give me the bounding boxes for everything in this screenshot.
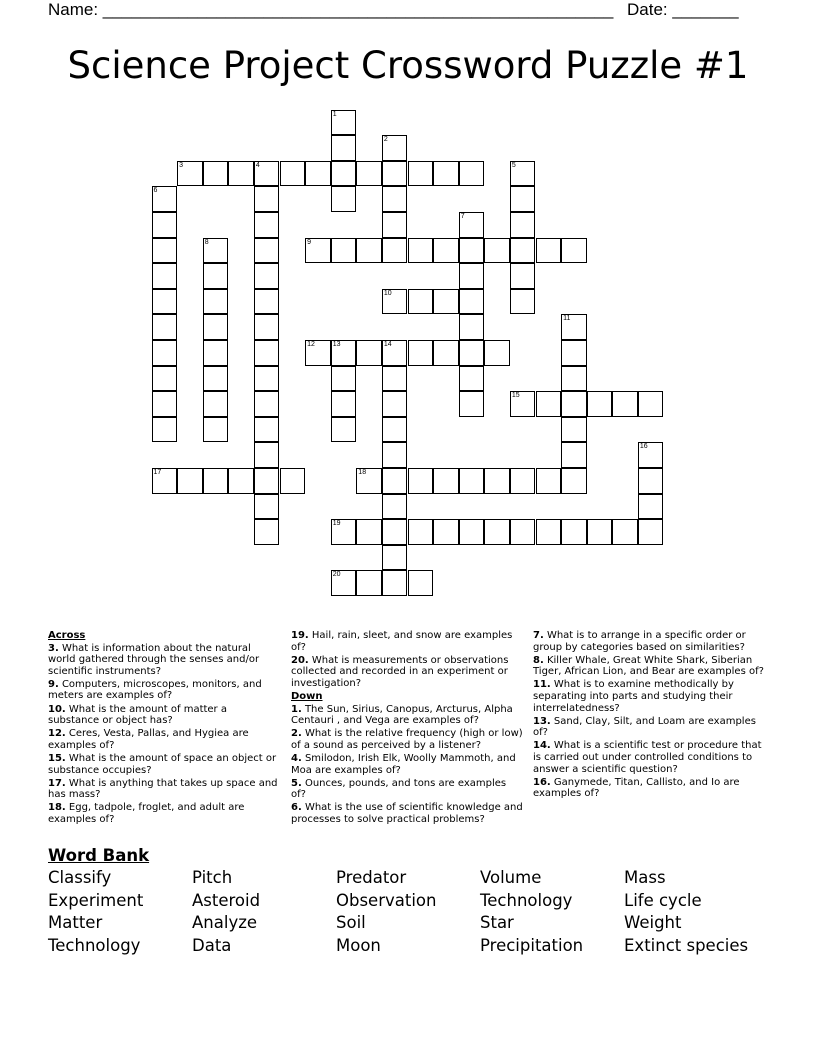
grid-cell[interactable] bbox=[356, 161, 382, 187]
grid-cell[interactable] bbox=[331, 366, 357, 392]
word-bank-word: Star bbox=[480, 913, 514, 933]
grid-cell[interactable] bbox=[510, 519, 536, 545]
clue-down-7: 7. What is to arrange in a specific order or group by categories based on similarities? bbox=[533, 630, 746, 653]
word-bank-word: Observation bbox=[336, 890, 437, 910]
grid-cell[interactable] bbox=[408, 161, 434, 187]
grid-cell[interactable] bbox=[510, 391, 536, 417]
grid-cell[interactable] bbox=[382, 212, 408, 238]
grid-cell[interactable] bbox=[305, 340, 331, 366]
clue-across-15: 15. What is the amount of space an object or substance occupies? bbox=[48, 752, 277, 776]
grid-cell[interactable] bbox=[612, 519, 638, 545]
grid-cell[interactable] bbox=[459, 391, 485, 417]
grid-cell[interactable] bbox=[203, 417, 229, 443]
word-bank-word: Matter bbox=[48, 913, 103, 933]
grid-cell[interactable] bbox=[254, 417, 280, 443]
page-title: Science Project Crossword Puzzle #1 bbox=[67, 44, 749, 87]
grid-number: 9 bbox=[307, 238, 311, 246]
grid-cell[interactable] bbox=[433, 238, 459, 264]
grid-cell[interactable] bbox=[536, 391, 562, 417]
grid-cell[interactable] bbox=[484, 468, 510, 494]
word-bank-column-3 bbox=[336, 867, 436, 958]
word-bank-word: Weight bbox=[624, 913, 682, 933]
grid-cell[interactable] bbox=[331, 570, 357, 596]
clue-across-18: 18. Egg, tadpole, froglet, and adult are examples of? bbox=[48, 802, 245, 825]
grid-cell[interactable] bbox=[587, 519, 613, 545]
grid-cell[interactable] bbox=[254, 468, 280, 494]
word-bank-word: Soil bbox=[336, 913, 366, 933]
grid-cell[interactable] bbox=[382, 161, 408, 187]
grid-cell[interactable] bbox=[459, 340, 485, 366]
clues-column-1 bbox=[48, 630, 280, 827]
grid-cell[interactable] bbox=[433, 289, 459, 315]
grid-cell[interactable] bbox=[382, 545, 408, 571]
grid-cell[interactable] bbox=[254, 238, 280, 264]
grid-cell[interactable] bbox=[510, 263, 536, 289]
grid-number: 10 bbox=[383, 289, 392, 297]
grid-cell[interactable] bbox=[331, 135, 357, 161]
grid-number: 7 bbox=[460, 213, 465, 220]
grid-cell[interactable] bbox=[228, 468, 254, 494]
grid-cell[interactable] bbox=[305, 161, 331, 187]
grid-cell[interactable] bbox=[203, 263, 229, 289]
clue-across-20: 20. What is measurements or observations collected and recorded in an experiment or investigation? bbox=[291, 654, 509, 689]
clue-down-11: 11. What is to examine methodically by separating into parts and studying their interrelatedness? bbox=[533, 679, 734, 714]
grid-cell[interactable] bbox=[382, 519, 408, 545]
grid-cell[interactable] bbox=[203, 238, 229, 264]
grid-cell[interactable] bbox=[177, 468, 203, 494]
word-bank-word: Volume bbox=[480, 868, 542, 887]
grid-number: 6 bbox=[153, 187, 158, 195]
grid-cell[interactable] bbox=[203, 289, 229, 315]
clue-down-6: 6. What is the use of scientific knowledge and processes to solve practical problems? bbox=[291, 802, 523, 825]
grid-number: 18 bbox=[358, 469, 367, 476]
grid-cell[interactable] bbox=[305, 238, 331, 264]
grid-cell[interactable] bbox=[459, 289, 485, 315]
grid-cell[interactable] bbox=[331, 110, 357, 136]
word-bank-column-1 bbox=[48, 867, 143, 958]
grid-cell[interactable] bbox=[433, 519, 459, 545]
grid-cell[interactable] bbox=[561, 442, 587, 468]
grid-number: 4 bbox=[255, 161, 260, 169]
grid-cell[interactable] bbox=[561, 366, 587, 392]
grid-cell[interactable] bbox=[382, 570, 408, 596]
word-bank-word: Pitch bbox=[192, 868, 233, 887]
grid-cell[interactable] bbox=[459, 468, 485, 494]
grid-cell[interactable] bbox=[484, 519, 510, 545]
grid-cell[interactable] bbox=[331, 519, 357, 545]
clue-down-14: 14. What is a scientific test or procedure that is carried out under controlled conditions to answer a scientific question? bbox=[533, 740, 762, 775]
word-bank-word: Analyze bbox=[192, 913, 258, 933]
grid-cell[interactable] bbox=[408, 519, 434, 545]
clue-across-12: 12. Ceres, Vesta, Pallas, and Hygiea are examples of? bbox=[48, 728, 249, 751]
clue-across-9: 9. Computers, microscopes, monitors, and meters are examples of? bbox=[48, 678, 262, 702]
grid-cell[interactable] bbox=[254, 314, 280, 340]
grid-cell[interactable] bbox=[254, 366, 280, 392]
grid-cell[interactable] bbox=[203, 391, 229, 417]
grid-cell[interactable] bbox=[280, 468, 306, 494]
grid-cell[interactable] bbox=[561, 519, 587, 545]
grid-cell[interactable] bbox=[561, 417, 587, 443]
grid-cell[interactable] bbox=[638, 494, 664, 520]
grid-cell[interactable] bbox=[331, 391, 357, 417]
grid-cell[interactable] bbox=[510, 289, 536, 315]
grid-cell[interactable] bbox=[382, 135, 408, 161]
grid-cell[interactable] bbox=[382, 238, 408, 264]
grid-cell[interactable] bbox=[382, 494, 408, 520]
date-line: Date: _______ bbox=[627, 0, 739, 19]
clue-down-4: 4. Smilodon, Irish Elk, Woolly Mammoth, and Moa are examples of? bbox=[291, 752, 516, 776]
grid-cell[interactable] bbox=[152, 289, 178, 315]
grid-cell[interactable] bbox=[331, 340, 357, 366]
grid-number: 14 bbox=[383, 341, 392, 348]
word-bank-word: Extinct species bbox=[624, 936, 749, 956]
grid-number: 2 bbox=[383, 136, 388, 144]
grid-cell[interactable] bbox=[382, 366, 408, 392]
word-bank-word: Classify bbox=[48, 868, 112, 887]
grid-cell[interactable] bbox=[254, 289, 280, 315]
grid-cell[interactable] bbox=[254, 161, 280, 187]
grid-cell[interactable] bbox=[254, 340, 280, 366]
word-bank-word: Technology bbox=[480, 890, 573, 910]
grid-cell[interactable] bbox=[280, 161, 306, 187]
grid-cell[interactable] bbox=[484, 238, 510, 264]
grid-cell[interactable] bbox=[459, 263, 485, 289]
grid-number: 15 bbox=[511, 392, 520, 400]
word-bank-word: Technology bbox=[48, 936, 141, 956]
grid-cell[interactable] bbox=[152, 212, 178, 238]
grid-cell[interactable] bbox=[254, 442, 280, 468]
word-bank-column-4 bbox=[480, 867, 583, 958]
grid-cell[interactable] bbox=[254, 494, 280, 520]
grid-cell[interactable] bbox=[254, 519, 280, 545]
grid-cell[interactable] bbox=[152, 314, 178, 340]
name-line: Name: ______________________________________________________ bbox=[48, 0, 614, 19]
grid-cell[interactable] bbox=[382, 186, 408, 212]
grid-cell[interactable] bbox=[433, 468, 459, 494]
grid-cell[interactable] bbox=[254, 391, 280, 417]
grid-number: 12 bbox=[307, 341, 315, 348]
grid-cell[interactable] bbox=[638, 442, 664, 468]
clue-down-13: 13. Sand, Clay, Silt, and Loam are examples of? bbox=[533, 715, 756, 739]
grid-cell[interactable] bbox=[331, 238, 357, 264]
grid-cell[interactable] bbox=[408, 570, 434, 596]
grid-cell[interactable] bbox=[408, 238, 434, 264]
grid-cell[interactable] bbox=[254, 212, 280, 238]
grid-cell[interactable] bbox=[356, 468, 382, 494]
word-bank-word: Precipitation bbox=[480, 936, 584, 956]
grid-number: 3 bbox=[179, 161, 183, 169]
grid-cell[interactable] bbox=[459, 212, 485, 238]
word-bank-word: Experiment bbox=[48, 890, 144, 910]
grid-cell[interactable] bbox=[536, 519, 562, 545]
grid-cell[interactable] bbox=[152, 340, 178, 366]
grid-cell[interactable] bbox=[152, 391, 178, 417]
grid-cell[interactable] bbox=[331, 161, 357, 187]
grid-cell[interactable] bbox=[152, 263, 178, 289]
grid-number: 19 bbox=[332, 520, 341, 528]
grid-cell[interactable] bbox=[561, 314, 587, 340]
grid-cell[interactable] bbox=[510, 186, 536, 212]
grid-cell[interactable] bbox=[536, 238, 562, 264]
across-heading: Across bbox=[48, 630, 86, 641]
clues-column-2 bbox=[291, 630, 523, 827]
grid-cell[interactable] bbox=[510, 238, 536, 264]
grid-number: 17 bbox=[153, 469, 162, 476]
clue-across-10: 10. What is the amount of matter a substance or object has? bbox=[48, 703, 227, 727]
grid-cell[interactable] bbox=[408, 340, 434, 366]
grid-cell[interactable] bbox=[433, 340, 459, 366]
grid-cell[interactable] bbox=[382, 289, 408, 315]
grid-number: 13 bbox=[332, 341, 341, 348]
grid-cell[interactable] bbox=[152, 186, 178, 212]
grid-cell[interactable] bbox=[356, 519, 382, 545]
grid-cell[interactable] bbox=[382, 417, 408, 443]
word-bank-title: Word Bank bbox=[48, 846, 150, 865]
clue-across-19: 19. Hail, rain, sleet, and snow are examples of? bbox=[291, 630, 513, 653]
down-heading: Down bbox=[291, 690, 323, 702]
clue-across-17: 17. What is anything that takes up space and has mass? bbox=[48, 777, 278, 801]
grid-cell[interactable] bbox=[152, 468, 178, 494]
word-bank-word: Life cycle bbox=[624, 890, 702, 910]
clue-down-1: 1. The Sun, Sirius, Canopus, Arcturus, Alpha Centauri , and Vega are examples of? bbox=[291, 703, 513, 727]
clues-column-3 bbox=[533, 630, 765, 801]
grid-cell[interactable] bbox=[356, 238, 382, 264]
grid-number: 11 bbox=[563, 315, 571, 323]
grid-cell[interactable] bbox=[228, 161, 254, 187]
grid-cell[interactable] bbox=[433, 161, 459, 187]
word-bank-column-5 bbox=[624, 867, 748, 958]
grid-cell[interactable] bbox=[382, 442, 408, 468]
grid-number: 20 bbox=[332, 571, 341, 579]
grid-cell[interactable] bbox=[510, 212, 536, 238]
clue-down-2: 2. What is the relative frequency (high or low) of a sound as perceived by a listener? bbox=[291, 728, 523, 751]
grid-number: 8 bbox=[204, 238, 209, 246]
grid-cell[interactable] bbox=[203, 468, 229, 494]
grid-cell[interactable] bbox=[459, 519, 485, 545]
grid-cell[interactable] bbox=[203, 340, 229, 366]
word-bank-word: Mass bbox=[624, 868, 666, 887]
grid-cell[interactable] bbox=[561, 391, 587, 417]
grid-cell[interactable] bbox=[561, 340, 587, 366]
grid-cell[interactable] bbox=[484, 340, 510, 366]
grid-cell[interactable] bbox=[638, 519, 664, 545]
grid-cell[interactable] bbox=[356, 340, 382, 366]
clue-across-3: 3. What is information about the natural world gathered through the senses and/or scientific instruments? bbox=[48, 642, 260, 677]
grid-cell[interactable] bbox=[459, 238, 485, 264]
grid-cell[interactable] bbox=[382, 391, 408, 417]
grid-cell[interactable] bbox=[510, 161, 536, 187]
grid-cell[interactable] bbox=[177, 161, 203, 187]
grid-cell[interactable] bbox=[203, 161, 229, 187]
grid-cell[interactable] bbox=[536, 468, 562, 494]
grid-cell[interactable] bbox=[331, 186, 357, 212]
grid-cell[interactable] bbox=[382, 468, 408, 494]
grid-cell[interactable] bbox=[152, 366, 178, 392]
clue-down-5: 5. Ounces, pounds, and tons are examples of? bbox=[291, 777, 507, 801]
word-bank-word: Data bbox=[192, 936, 232, 956]
grid-cell[interactable] bbox=[331, 417, 357, 443]
grid-cell[interactable] bbox=[382, 340, 408, 366]
grid-cell[interactable] bbox=[254, 263, 280, 289]
grid-cell[interactable] bbox=[356, 570, 382, 596]
grid-cell[interactable] bbox=[459, 314, 485, 340]
grid-cell[interactable] bbox=[612, 391, 638, 417]
word-bank-word: Moon bbox=[336, 936, 381, 956]
grid-cell[interactable] bbox=[408, 289, 434, 315]
grid-cell[interactable] bbox=[203, 366, 229, 392]
grid-number: 5 bbox=[511, 161, 516, 169]
grid-cell[interactable] bbox=[459, 161, 485, 187]
grid-cell[interactable] bbox=[459, 366, 485, 392]
word-bank-column-2 bbox=[192, 867, 260, 958]
clue-down-16: 16. Ganymede, Titan, Callisto, and Io are examples of? bbox=[533, 776, 740, 800]
grid-cell[interactable] bbox=[152, 417, 178, 443]
grid-cell[interactable] bbox=[638, 391, 664, 417]
grid-number: 1 bbox=[332, 110, 337, 118]
grid-cell[interactable] bbox=[561, 238, 587, 264]
clue-down-8: 8. Killer Whale, Great White Shark, Siberian Tiger, African Lion, and Bear are examples of? bbox=[533, 654, 764, 678]
grid-cell[interactable] bbox=[561, 468, 587, 494]
grid-cell[interactable] bbox=[510, 468, 536, 494]
grid-cell[interactable] bbox=[152, 238, 178, 264]
word-bank-word: Asteroid bbox=[192, 890, 261, 910]
grid-cell[interactable] bbox=[408, 468, 434, 494]
grid-cell[interactable] bbox=[254, 186, 280, 212]
word-bank-word: Predator bbox=[336, 868, 407, 887]
grid-cell[interactable] bbox=[638, 468, 664, 494]
grid-number: 16 bbox=[639, 443, 648, 451]
grid-cell[interactable] bbox=[203, 314, 229, 340]
grid-cell[interactable] bbox=[587, 391, 613, 417]
